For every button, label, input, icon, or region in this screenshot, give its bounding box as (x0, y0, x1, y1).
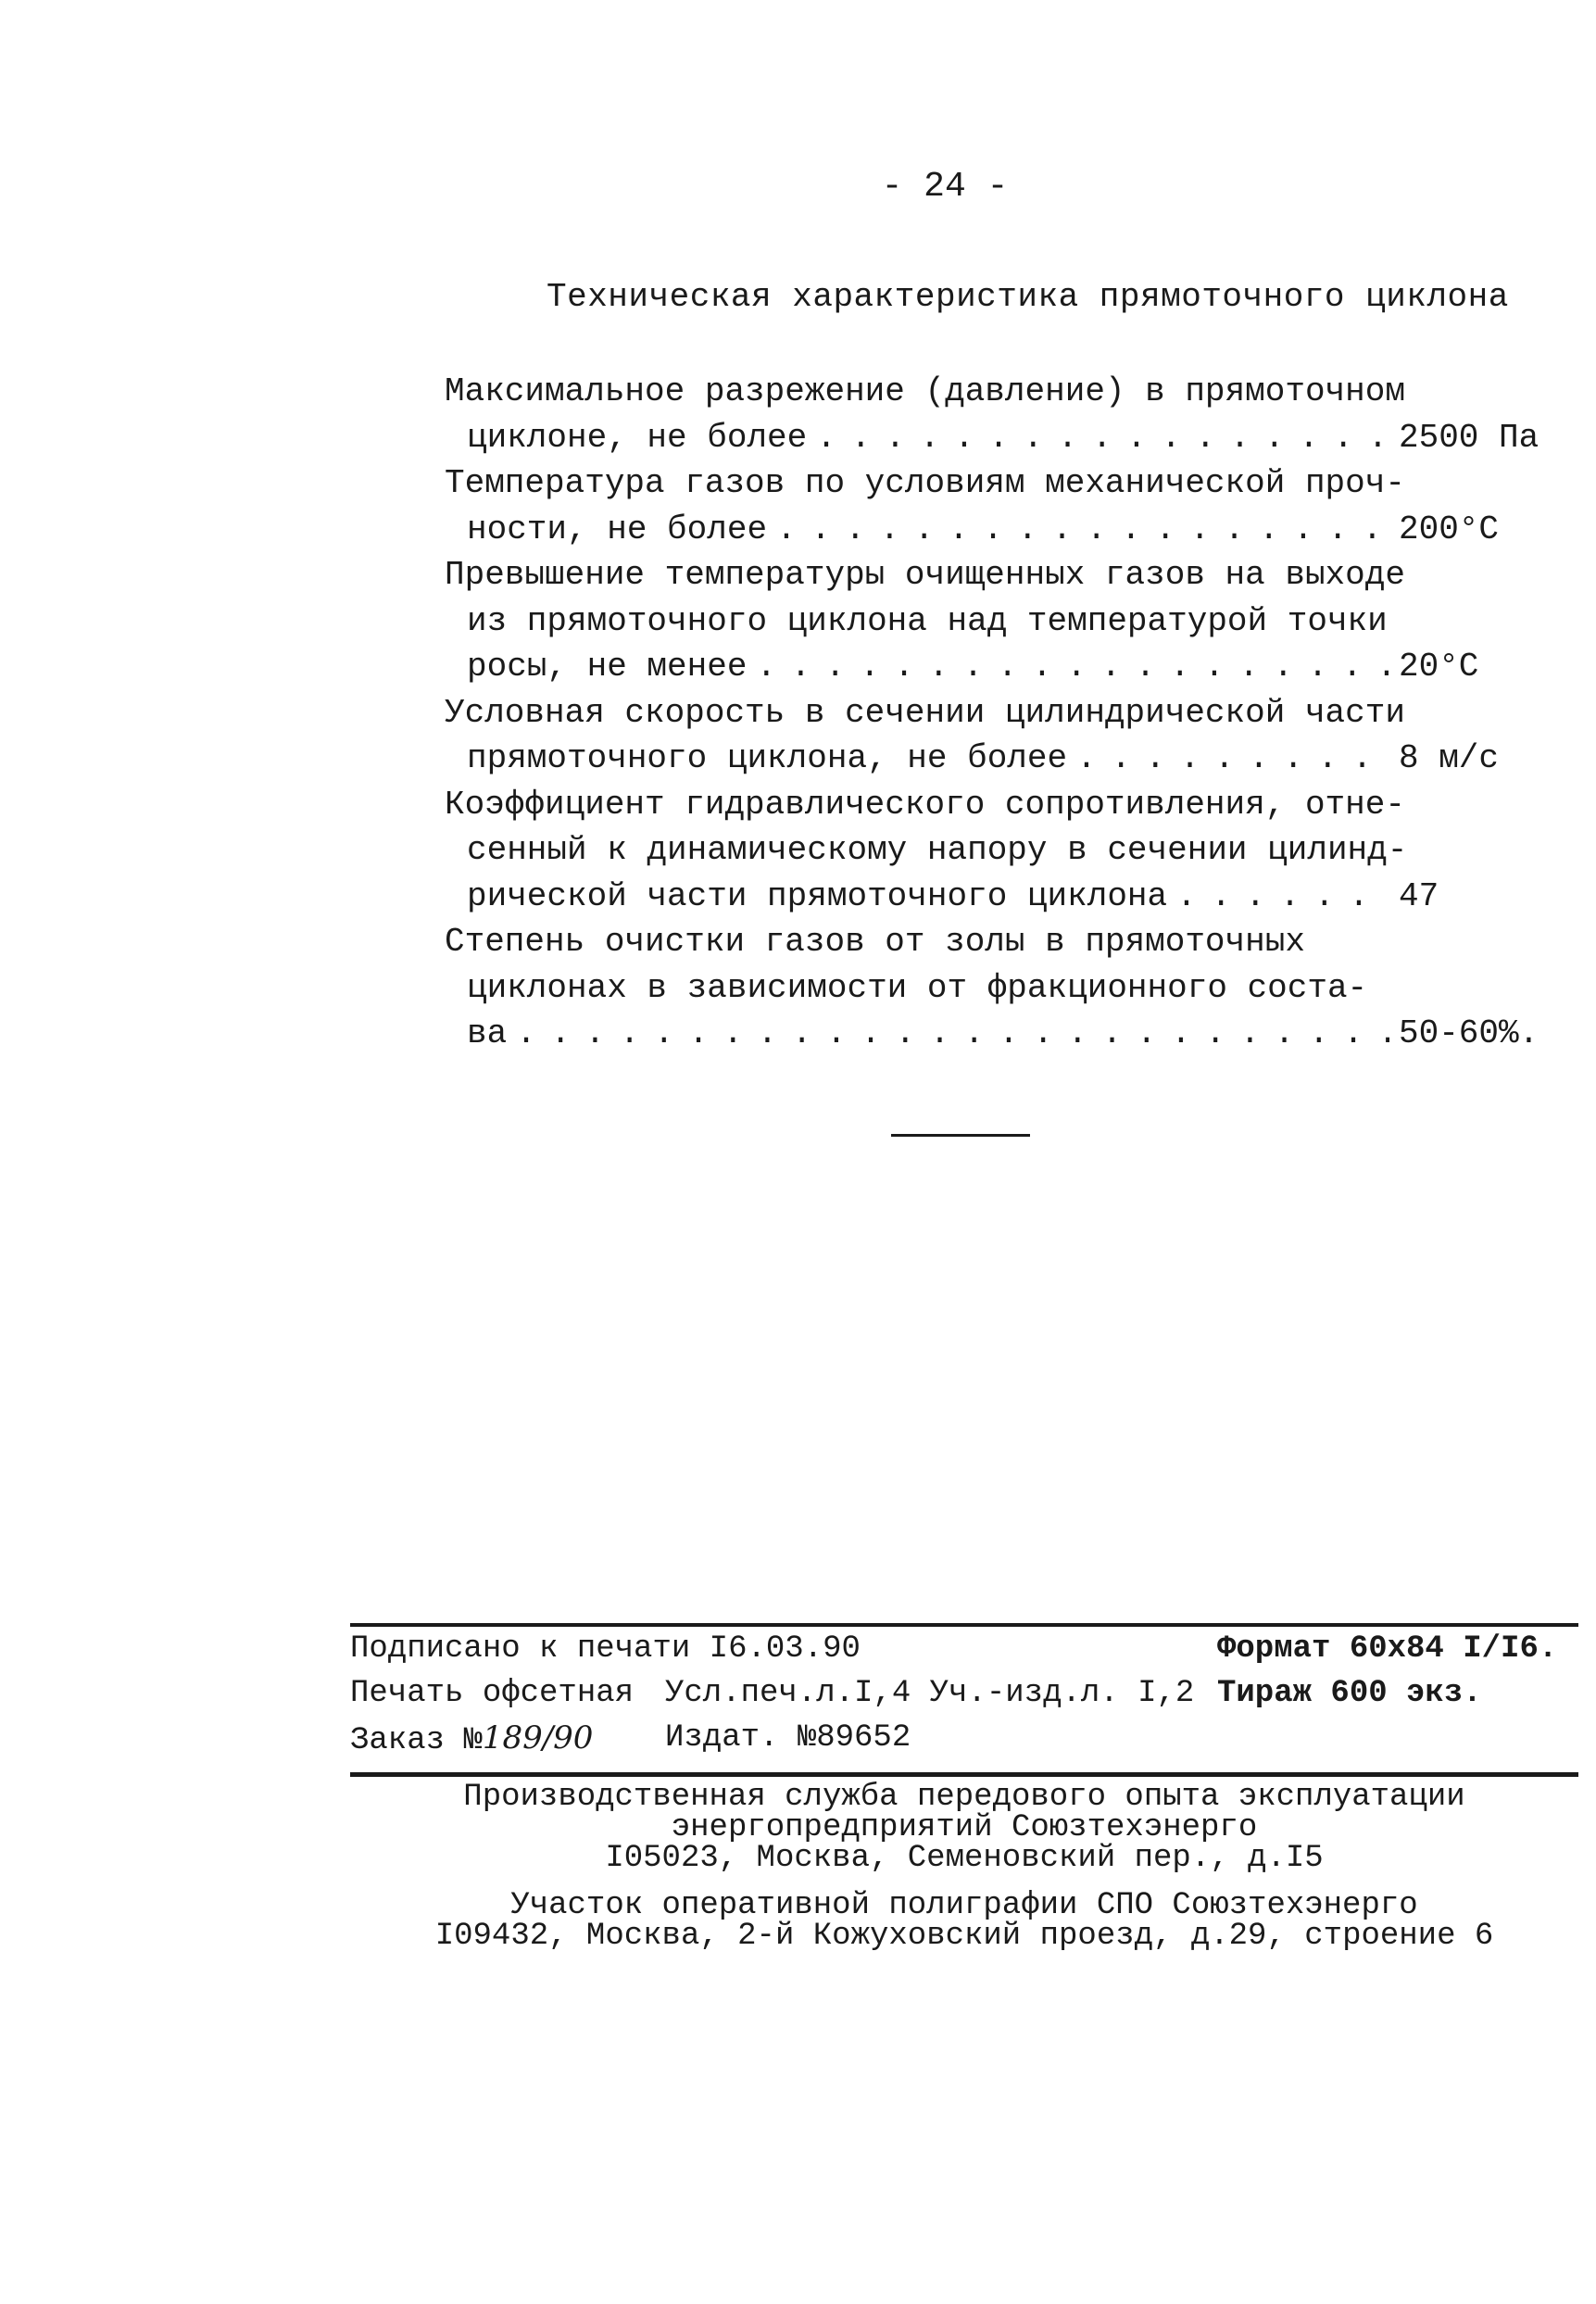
spec-line (445, 874, 1538, 920)
spec-text: Степень очистки газов от золы в прямоточных (445, 923, 1305, 961)
spec-text: Температура газов по условиям механической проч- (445, 464, 1405, 502)
spec-text: ва (467, 1014, 508, 1052)
order-value: 189/90 (482, 1719, 594, 1756)
spec-text: из прямоточного циклона над температурой точки (467, 601, 1388, 640)
dot-leader (516, 1011, 1389, 1057)
printshop-line: I09432, Москва, 2-й Кожуховский проезд, д.29, строение 6 (434, 1919, 1494, 1954)
publisher-line: Производственная служба передового опыта эксплуатации (463, 1780, 1465, 1815)
spec-line (445, 644, 1538, 690)
spec-text: росы, не менее (467, 648, 748, 686)
spec-text: Максимальное разрежение (давление) в прямоточном (445, 372, 1405, 410)
spec-line (445, 736, 1538, 782)
spec-line (445, 460, 1538, 507)
spec-item (445, 690, 1538, 782)
publisher-line: I05023, Москва, Семеновский пер., д.I5 (605, 1841, 1324, 1876)
spec-text: Коэффициент гидравлического сопротивления, отне- (445, 785, 1405, 824)
spec-item (445, 782, 1538, 920)
spec-text: циклонах в зависимости от фракционного соста- (467, 968, 1368, 1007)
order-number (350, 1716, 665, 1763)
dot-leader (816, 415, 1389, 461)
spec-line (445, 369, 1538, 415)
spec-value: 47 (1399, 876, 1439, 915)
spec-value: 8 м/с (1399, 739, 1500, 777)
dot-leader (756, 644, 1389, 690)
imprint-block (350, 1623, 1578, 1777)
spec-value: 20°C (1399, 648, 1479, 686)
order-label: Заказ № (350, 1723, 483, 1758)
imprint-row (350, 1671, 1578, 1716)
spec-list (445, 369, 1538, 1057)
spec-text: рической части прямоточного циклона (467, 876, 1168, 915)
dot-leader (1176, 874, 1389, 920)
publisher-block (350, 1782, 1578, 1952)
publisher-number: Издат. №89652 (665, 1720, 911, 1756)
spec-text: ности, не более (467, 510, 768, 548)
spec-text: прямоточного циклона, не более (467, 739, 1068, 777)
spec-line (445, 965, 1538, 1012)
spec-line (445, 827, 1538, 874)
spec-text: Условная скорость в сечении цилиндрической части (445, 693, 1405, 732)
spec-value: 2500 Па (1399, 418, 1539, 457)
spec-line (445, 598, 1538, 645)
spec-line (445, 507, 1538, 553)
spec-line (445, 782, 1538, 828)
print-sheets: Усл.печ.л.I,4 Уч.-изд.л. I,2 (665, 1676, 1195, 1711)
spec-text: Превышение температуры очищенных газов на выходе (445, 556, 1405, 594)
print-type: Печать офсетная (350, 1676, 635, 1711)
publisher-line: энергопредприятий Союзтехэнерго (671, 1810, 1258, 1845)
signed-date: Подписано к печати I6.03.90 (350, 1631, 861, 1667)
spec-value: 50-60%. (1399, 1014, 1539, 1052)
spec-item (445, 552, 1538, 690)
spec-line (445, 552, 1538, 598)
spec-text: циклоне, не более (467, 418, 808, 457)
spec-line (445, 1011, 1538, 1057)
spec-item (445, 919, 1538, 1057)
dot-leader (776, 507, 1389, 553)
section-title: Техническая характеристика прямоточного циклона (547, 278, 1509, 316)
spec-item (445, 369, 1538, 460)
printshop-line: Участок оперативной полиграфии СПО Союзтехэнерго (510, 1888, 1418, 1923)
spec-line (445, 415, 1538, 461)
page-number: - 24 - (881, 167, 1009, 207)
spec-text: сенный к динамическому напору в сечении цилинд- (467, 831, 1408, 869)
section-end-rule (891, 1134, 1030, 1137)
paper-format: Формат 60х84 I/I6. (1217, 1631, 1558, 1667)
spec-line (445, 919, 1538, 965)
imprint-row (350, 1627, 1578, 1671)
spec-item (445, 460, 1538, 552)
imprint-bottom-rule (350, 1772, 1578, 1777)
spec-value: 200°C (1399, 510, 1500, 548)
circulation: Тираж 600 экз. (1217, 1676, 1482, 1711)
spec-line (445, 690, 1538, 737)
dot-leader (1076, 736, 1389, 782)
imprint-row (350, 1716, 1578, 1763)
